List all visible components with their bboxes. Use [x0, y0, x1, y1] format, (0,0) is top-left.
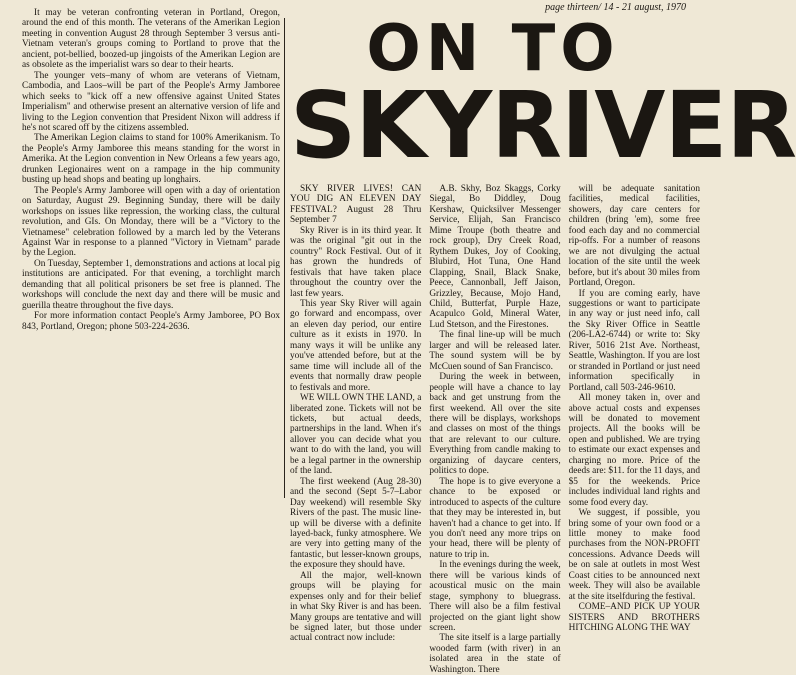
paragraph: The younger vets–many of whom are veterans of Vietnam, Cambodia, and Laos–will be part of the People's Army Jamboree which seeks to "kick off a new offensive against United States Imperialism" and otherwise present an alternative version of life and living to the Legion convention that President Nixon will address if he's not scared off by the citizens assembled.	[22, 70, 280, 133]
paragraph: We suggest, if possible, you bring some of your own food or a little money to make food purchases from the NON-PROFIT concessions. Advance Deeds will be on sale at outlets in most West Coast cities to be announced next week. They will also be available at the site itselfduring the festival.	[568, 508, 700, 602]
paragraph: All money taken in, over and above actual costs and expenses will be donated to movement projects. All the books will be open and published. We are trying to estimate our exact expenses and charging no more. Price of the deeds are: $11. for the 11 days, and $5 for the weekends. Price includes individual land rights and some food every day.	[568, 393, 700, 508]
paragraph: During the week in between, people will have a chance to lay back and get unstrung from the first weekend. All over the site there will be displays, workshops and classes on most of the things that are relevant to our culture. Everything from candle making to organizing of daycare centers, politics to dope.	[429, 372, 561, 477]
article-column-2	[429, 184, 561, 675]
headline	[290, 12, 796, 179]
paragraph: All the major, well-known groups will be playing for expenses only and for their belief in what Sky River is and has been. Many groups are tentative and will be signed later, but those under actual contract now include:	[290, 570, 422, 644]
paragraph: The hope is to give everyone a chance to be exposed or introduced to aspects of the culture that they may be interested in, but haven't had a chance to get into. If you don't need any more trips on your head, there will be plenty of nature to trip in.	[429, 476, 561, 560]
paragraph: On Tuesday, September 1, demonstrations and actions at local pig institutions are anticipated. For that evening, a torchlight march demanding that all political prisoners be set free is planned. The workshops will conclude the next day and there will be music and guerilla theatre throughout the five days.	[22, 258, 280, 311]
paragraph: COME–AND PICK UP YOUR SISTERS AND BROTHERS HITCHING ALONG THE WAY	[568, 602, 700, 634]
paragraph: Sky River is in its third year. It was the original "git out in the country" Rock Festival. Out of it has grown the hundreds of festivals that have taken place throughout the country over the last few years.	[290, 225, 422, 299]
paragraph: The final line-up will be much larger and will be released later. The sound system will be by McCuen sound of San Francisco.	[429, 330, 561, 372]
paragraph: It may be veteran confronting veteran in Portland, Oregon, around the end of this month. The veterans of the Amerikan Legion meeting in convention August 28 through September 3 versus anti-Vietnam veteran's groups coming to Portland to prove that the ancient, pot-bellied, boozed-up jingoists of the Amerikan Legion are as obsolete as the imperialist wars so dear to their hearts.	[22, 8, 280, 71]
paragraph: The first weekend (Aug 28-30) and the second (Sept 5-7–Labor Day weekend) will resemble Sky Rivers of the past. The music line-up will be diverse with a definite layed-back, funky atmosphere. We are very into getting many of the fantastic, but lesser-known groups, the exposure they should have.	[290, 476, 422, 571]
paragraph: The People's Army Jamboree will open with a day of orientation on Saturday, August 29. Beginning Sunday, there will be daily workshops on issues like repression, the working class, the cultural revolution, and GIs. On Monday, there will be a "Victory to the Vietnamese" celebration followed by a march led by the Veterans Against War in response to a planned "Victory in Vietnam" parade by the Legion.	[22, 185, 280, 259]
column-divider	[284, 18, 285, 498]
article-column-1	[290, 184, 422, 644]
paragraph: In the evenings during the week, there will be various kinds of acoustical music on the main stage, symphony to bluegrass. There will also be a film festival projected on the giant light show screen.	[429, 560, 561, 634]
headline-line-1: ON TO	[366, 12, 620, 86]
article-column-3	[568, 184, 700, 634]
paragraph: will be adequate sanitation facilities, medical facilities, showers, day care centers for children (bring 'em), some free food each day and no commercial rip-offs. For a number of reasons we are not divulging the actual location of the site until the week before, but it's about 30 miles from Portland, Oregon.	[568, 184, 700, 289]
paragraph: The Amerikan Legion claims to stand for 100% Amerikanism. To the People's Army Jamboree this means standing for the worst in Amerika. At the Legion convention in New Orleans a few years ago, drunken Legionaires went on a rampage in the hip community busting up head shops and beating up longhairs.	[22, 133, 280, 186]
paragraph: For more information contact People's Army Jamboree, PO Box 843, Portland, Oregon; phone 503-224-2636.	[22, 311, 280, 332]
sky-river-article	[290, 184, 700, 675]
paragraph: If you are coming early, have suggestions or want to participate in any way or just need info, call the Sky River Office in Seattle (206-LA2-6744) or write to: Sky River, 5016 21st Ave. Northeast, Seattle, Washington. If you are lost or stranded in Portland or just need information specifically in Portland, call 503-246-9610.	[568, 288, 700, 393]
paragraph: WE WILL OWN THE LAND, a liberated zone. Tickets will not be tickets, but actual deeds, partnerships in the land. When it's allover you can decide what you want to do with the land, you will be a legal partner in the ownership of the land.	[290, 393, 422, 477]
paragraph: This year Sky River will again go forward and encompass, over an eleven day period, our entire culture as it exists in 1970. In many ways it will be unlike any you've attended before, but at the same time will include all of the events that normally draw people to festivals and more.	[290, 298, 422, 393]
left-article-column	[22, 8, 280, 502]
headline-line-2: SKYRIVER	[290, 72, 796, 179]
paragraph: A.B. Skhy, Boz Skaggs, Corky Siegal, Bo Diddley, Doug Kershaw, Quicksilver Messenger Service, Elijah, San Francisco Mime Troupe (both theatre and rock group), Dry Creek Road, Rythem Dukes, Joy of Cooking, Blubird, Hot Tuna, One Hand Clapping, Snail, Black Snake, Peece, Cannonball, Jeff Jaison, Grizzley, Because, Mojo Hand, Child, Butterfat, Purple Haze, Acapulco Gold, Mineral Water, Lud Stetson, and the Firestones.	[429, 184, 561, 330]
paragraph: The site itself is a large partially wooded farm (with river) in an isolated area in the state of Washington. There	[429, 633, 561, 675]
page-folio: page thirteen/ 14 - 21 august, 1970	[545, 2, 686, 13]
paragraph: SKY RIVER LIVES! CAN YOU DIG AN ELEVEN DAY FESTIVAL? August 28 Thru September 7	[290, 184, 422, 226]
